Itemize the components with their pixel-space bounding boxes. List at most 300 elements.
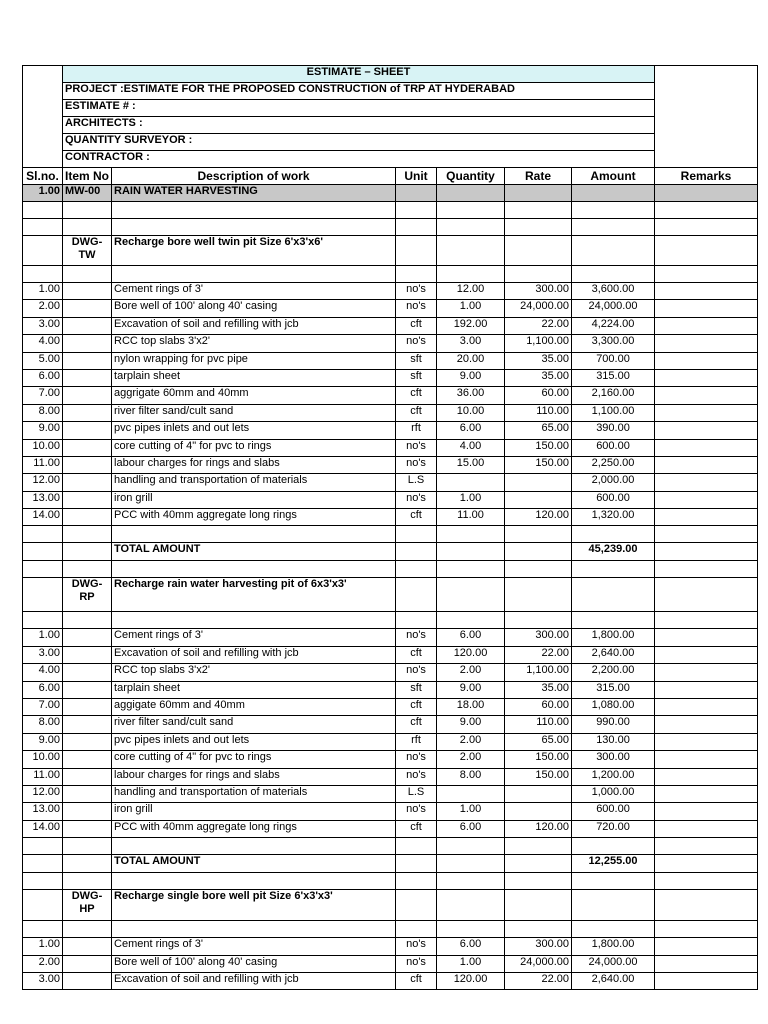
- item-rate: 150.00: [505, 439, 572, 456]
- item-rate: [505, 491, 572, 508]
- item-rate: 300.00: [505, 283, 572, 300]
- column-header-description: Description of work: [112, 168, 396, 185]
- item-rate: 24,000.00: [505, 955, 572, 972]
- item-unit: cft: [396, 716, 437, 733]
- item-remarks: [655, 699, 758, 716]
- item-number: [63, 404, 112, 421]
- item-remarks: [655, 681, 758, 698]
- item-number: [63, 664, 112, 681]
- item-rate: 22.00: [505, 646, 572, 663]
- item-rate: 65.00: [505, 733, 572, 750]
- section-title: Recharge rain water harvesting pit of 6x3'x3': [112, 578, 396, 612]
- table-row: [23, 456, 758, 473]
- item-amount: 3,600.00: [572, 283, 655, 300]
- item-quantity: 15.00: [437, 456, 505, 473]
- item-description: Excavation of soil and refilling with jcb: [112, 317, 396, 334]
- item-slno: 8.00: [23, 716, 63, 733]
- item-quantity: [437, 474, 505, 491]
- blank-row: [23, 921, 758, 938]
- section-slno-blank: [23, 578, 63, 612]
- blank-row: [23, 219, 758, 236]
- item-description: Cement rings of 3': [112, 629, 396, 646]
- item-rate: 65.00: [505, 422, 572, 439]
- item-number: [63, 369, 112, 386]
- item-rate: 120.00: [505, 820, 572, 837]
- item-rate: 300.00: [505, 629, 572, 646]
- item-quantity: 9.00: [437, 681, 505, 698]
- item-amount: 720.00: [572, 820, 655, 837]
- item-slno: 1.00: [23, 938, 63, 955]
- table-row: [23, 785, 758, 802]
- item-quantity: 1.00: [437, 955, 505, 972]
- item-unit: rft: [396, 422, 437, 439]
- item-description: Excavation of soil and refilling with jcb: [112, 646, 396, 663]
- item-quantity: 10.00: [437, 404, 505, 421]
- item-description: Bore well of 100' along 40' casing: [112, 955, 396, 972]
- item-rate: [505, 803, 572, 820]
- item-slno: 11.00: [23, 456, 63, 473]
- blank-corner-cell-right: [655, 66, 758, 168]
- table-row: [23, 803, 758, 820]
- item-number: [63, 681, 112, 698]
- total-blank: [23, 855, 63, 873]
- table-row: [23, 474, 758, 491]
- item-description: nylon wrapping for pvc pipe: [112, 352, 396, 369]
- sheet-title: ESTIMATE – SHEET: [63, 66, 655, 83]
- item-amount: 3,300.00: [572, 335, 655, 352]
- table-row: [23, 751, 758, 768]
- item-unit: no's: [396, 751, 437, 768]
- item-number: [63, 387, 112, 404]
- item-rate: 60.00: [505, 387, 572, 404]
- item-amount: 2,640.00: [572, 972, 655, 989]
- item-unit: L.S: [396, 785, 437, 802]
- item-remarks: [655, 716, 758, 733]
- item-quantity: 2.00: [437, 664, 505, 681]
- item-amount: 700.00: [572, 352, 655, 369]
- item-description: Excavation of soil and refilling with jcb: [112, 972, 396, 989]
- total-row: [23, 543, 758, 561]
- column-header-slno: Sl.no.: [23, 168, 63, 185]
- item-number: [63, 422, 112, 439]
- item-remarks: [655, 456, 758, 473]
- item-unit: cft: [396, 509, 437, 526]
- column-header-itemno: Item No: [63, 168, 112, 185]
- item-amount: 600.00: [572, 491, 655, 508]
- item-remarks: [655, 820, 758, 837]
- item-remarks: [655, 283, 758, 300]
- item-slno: 1.00: [23, 283, 63, 300]
- item-remarks: [655, 664, 758, 681]
- item-remarks: [655, 509, 758, 526]
- total-label: TOTAL AMOUNT: [112, 543, 396, 561]
- item-number: [63, 283, 112, 300]
- item-remarks: [655, 474, 758, 491]
- item-rate: 150.00: [505, 456, 572, 473]
- item-slno: 11.00: [23, 768, 63, 785]
- item-quantity: 1.00: [437, 300, 505, 317]
- item-unit: no's: [396, 803, 437, 820]
- item-unit: no's: [396, 664, 437, 681]
- item-slno: 6.00: [23, 681, 63, 698]
- total-blank: [63, 855, 112, 873]
- estimate-sheet-table: [22, 65, 758, 990]
- contractor-line: CONTRACTOR :: [63, 151, 655, 168]
- section-drawing-ref: DWG-RP: [63, 578, 112, 612]
- item-number: [63, 733, 112, 750]
- item-remarks: [655, 387, 758, 404]
- item-number: [63, 352, 112, 369]
- total-row: [23, 855, 758, 873]
- item-rate: [505, 785, 572, 802]
- item-slno: 13.00: [23, 803, 63, 820]
- total-blank: [437, 855, 505, 873]
- table-row: [23, 938, 758, 955]
- item-description: Bore well of 100' along 40' casing: [112, 300, 396, 317]
- group-item-no: MW-00: [63, 185, 112, 202]
- item-amount: 1,800.00: [572, 629, 655, 646]
- section-blank-cell: [437, 578, 505, 612]
- item-quantity: 12.00: [437, 283, 505, 300]
- column-header-rate: Rate: [505, 168, 572, 185]
- item-number: [63, 335, 112, 352]
- section-blank-cell: [655, 236, 758, 266]
- item-unit: no's: [396, 439, 437, 456]
- item-amount: 1,200.00: [572, 768, 655, 785]
- section-drawing-ref: DWG-HP: [63, 890, 112, 921]
- item-amount: 1,080.00: [572, 699, 655, 716]
- item-amount: 24,000.00: [572, 955, 655, 972]
- section-header-row: [23, 236, 758, 266]
- item-number: [63, 491, 112, 508]
- item-quantity: 36.00: [437, 387, 505, 404]
- item-unit: cft: [396, 404, 437, 421]
- item-rate: 150.00: [505, 751, 572, 768]
- item-description: RCC top slabs 3'x2': [112, 664, 396, 681]
- table-row: [23, 422, 758, 439]
- table-row: [23, 491, 758, 508]
- item-quantity: 6.00: [437, 422, 505, 439]
- item-description: PCC with 40mm aggregate long rings: [112, 509, 396, 526]
- section-title: Recharge bore well twin pit Size 6'x3'x6': [112, 236, 396, 266]
- item-slno: 7.00: [23, 699, 63, 716]
- column-header-unit: Unit: [396, 168, 437, 185]
- architects-line: ARCHITECTS :: [63, 117, 655, 134]
- item-description: aggigate 60mm and 40mm: [112, 699, 396, 716]
- total-amount: 45,239.00: [572, 543, 655, 561]
- item-remarks: [655, 369, 758, 386]
- project-line: PROJECT :ESTIMATE FOR THE PROPOSED CONSTRUCTION of TRP AT HYDERABAD: [63, 83, 655, 100]
- item-amount: 2,160.00: [572, 387, 655, 404]
- item-quantity: 8.00: [437, 768, 505, 785]
- item-slno: 13.00: [23, 491, 63, 508]
- section-blank-cell: [505, 236, 572, 266]
- item-amount: 130.00: [572, 733, 655, 750]
- item-unit: sft: [396, 681, 437, 698]
- item-rate: 110.00: [505, 404, 572, 421]
- item-description: river filter sand/cult sand: [112, 716, 396, 733]
- item-slno: 10.00: [23, 751, 63, 768]
- section-header-row: [23, 890, 758, 921]
- item-amount: 24,000.00: [572, 300, 655, 317]
- item-rate: 120.00: [505, 509, 572, 526]
- section-blank-cell: [572, 890, 655, 921]
- item-description: river filter sand/cult sand: [112, 404, 396, 421]
- total-label: TOTAL AMOUNT: [112, 855, 396, 873]
- item-slno: 5.00: [23, 352, 63, 369]
- table-row: [23, 972, 758, 989]
- section-blank-cell: [437, 236, 505, 266]
- item-remarks: [655, 646, 758, 663]
- item-slno: 10.00: [23, 439, 63, 456]
- total-blank: [655, 855, 758, 873]
- blank-row: [23, 612, 758, 629]
- item-rate: 22.00: [505, 972, 572, 989]
- section-blank-cell: [505, 890, 572, 921]
- item-quantity: 6.00: [437, 629, 505, 646]
- item-number: [63, 785, 112, 802]
- table-row: [23, 768, 758, 785]
- item-slno: 8.00: [23, 404, 63, 421]
- item-slno: 12.00: [23, 474, 63, 491]
- item-amount: 4,224.00: [572, 317, 655, 334]
- item-quantity: 20.00: [437, 352, 505, 369]
- item-amount: 600.00: [572, 439, 655, 456]
- section-blank-cell: [396, 890, 437, 921]
- item-amount: 315.00: [572, 681, 655, 698]
- item-remarks: [655, 955, 758, 972]
- item-unit: no's: [396, 335, 437, 352]
- item-description: PCC with 40mm aggregate long rings: [112, 820, 396, 837]
- item-rate: 60.00: [505, 699, 572, 716]
- total-blank: [23, 543, 63, 561]
- table-row: [23, 317, 758, 334]
- item-number: [63, 751, 112, 768]
- item-amount: 990.00: [572, 716, 655, 733]
- item-description: pvc pipes inlets and out lets: [112, 733, 396, 750]
- item-unit: cft: [396, 646, 437, 663]
- item-slno: 14.00: [23, 820, 63, 837]
- table-row: [23, 629, 758, 646]
- item-rate: 24,000.00: [505, 300, 572, 317]
- total-blank: [437, 543, 505, 561]
- item-remarks: [655, 972, 758, 989]
- item-number: [63, 972, 112, 989]
- item-slno: 9.00: [23, 422, 63, 439]
- item-slno: 14.00: [23, 509, 63, 526]
- table-row: [23, 387, 758, 404]
- item-remarks: [655, 439, 758, 456]
- item-quantity: 192.00: [437, 317, 505, 334]
- item-unit: cft: [396, 387, 437, 404]
- item-quantity: 4.00: [437, 439, 505, 456]
- table-row: [23, 369, 758, 386]
- item-number: [63, 474, 112, 491]
- item-quantity: 2.00: [437, 733, 505, 750]
- item-number: [63, 716, 112, 733]
- item-quantity: [437, 785, 505, 802]
- item-description: RCC top slabs 3'x2': [112, 335, 396, 352]
- item-number: [63, 456, 112, 473]
- blank-corner-cell: [23, 66, 63, 168]
- table-row: [23, 352, 758, 369]
- item-rate: 150.00: [505, 768, 572, 785]
- item-rate: 22.00: [505, 317, 572, 334]
- section-blank-cell: [505, 578, 572, 612]
- item-description: aggrigate 60mm and 40mm: [112, 387, 396, 404]
- item-unit: no's: [396, 938, 437, 955]
- item-rate: 35.00: [505, 352, 572, 369]
- item-quantity: 1.00: [437, 491, 505, 508]
- item-rate: 35.00: [505, 681, 572, 698]
- item-slno: 3.00: [23, 317, 63, 334]
- item-rate: 300.00: [505, 938, 572, 955]
- item-slno: 3.00: [23, 972, 63, 989]
- item-remarks: [655, 629, 758, 646]
- item-remarks: [655, 300, 758, 317]
- item-unit: sft: [396, 369, 437, 386]
- item-amount: 600.00: [572, 803, 655, 820]
- item-slno: 7.00: [23, 387, 63, 404]
- item-quantity: 6.00: [437, 938, 505, 955]
- item-remarks: [655, 803, 758, 820]
- blank-row: [23, 526, 758, 543]
- item-quantity: 18.00: [437, 699, 505, 716]
- item-amount: 300.00: [572, 751, 655, 768]
- item-unit: cft: [396, 317, 437, 334]
- item-amount: 390.00: [572, 422, 655, 439]
- item-unit: no's: [396, 283, 437, 300]
- section-blank-cell: [396, 578, 437, 612]
- table-row: [23, 681, 758, 698]
- table-row: [23, 335, 758, 352]
- item-amount: 2,000.00: [572, 474, 655, 491]
- item-unit: cft: [396, 972, 437, 989]
- item-quantity: 1.00: [437, 803, 505, 820]
- group-title: RAIN WATER HARVESTING: [112, 185, 396, 202]
- item-slno: 9.00: [23, 733, 63, 750]
- item-number: [63, 955, 112, 972]
- table-row: [23, 955, 758, 972]
- item-number: [63, 439, 112, 456]
- item-description: tarplain sheet: [112, 369, 396, 386]
- item-slno: 3.00: [23, 646, 63, 663]
- item-description: labour charges for rings and slabs: [112, 456, 396, 473]
- item-slno: 12.00: [23, 785, 63, 802]
- item-rate: 1,100.00: [505, 664, 572, 681]
- item-amount: 1,000.00: [572, 785, 655, 802]
- item-amount: 1,800.00: [572, 938, 655, 955]
- section-blank-cell: [396, 236, 437, 266]
- blank-row: [23, 202, 758, 219]
- total-blank: [396, 855, 437, 873]
- quantity-surveyor-line: QUANTITY SURVEYOR :: [63, 134, 655, 151]
- total-blank: [396, 543, 437, 561]
- item-unit: cft: [396, 699, 437, 716]
- item-unit: no's: [396, 768, 437, 785]
- item-description: Cement rings of 3': [112, 283, 396, 300]
- section-slno-blank: [23, 890, 63, 921]
- item-unit: sft: [396, 352, 437, 369]
- item-unit: L.S: [396, 474, 437, 491]
- item-description: core cutting of 4" for pvc to rings: [112, 751, 396, 768]
- item-description: pvc pipes inlets and out lets: [112, 422, 396, 439]
- item-description: handling and transportation of materials: [112, 474, 396, 491]
- item-quantity: 120.00: [437, 646, 505, 663]
- item-quantity: 6.00: [437, 820, 505, 837]
- item-number: [63, 820, 112, 837]
- item-quantity: 3.00: [437, 335, 505, 352]
- item-remarks: [655, 938, 758, 955]
- item-number: [63, 509, 112, 526]
- total-amount: 12,255.00: [572, 855, 655, 873]
- item-number: [63, 317, 112, 334]
- item-slno: 6.00: [23, 369, 63, 386]
- table-row: [23, 439, 758, 456]
- item-remarks: [655, 352, 758, 369]
- item-remarks: [655, 751, 758, 768]
- section-blank-cell: [572, 578, 655, 612]
- item-unit: no's: [396, 491, 437, 508]
- item-unit: no's: [396, 955, 437, 972]
- item-unit: rft: [396, 733, 437, 750]
- item-slno: 1.00: [23, 629, 63, 646]
- section-blank-cell: [572, 236, 655, 266]
- table-row: [23, 404, 758, 421]
- item-amount: 315.00: [572, 369, 655, 386]
- item-amount: 1,100.00: [572, 404, 655, 421]
- table-row: [23, 716, 758, 733]
- section-blank-cell: [655, 578, 758, 612]
- item-description: iron grill: [112, 491, 396, 508]
- item-quantity: 2.00: [437, 751, 505, 768]
- item-slno: 4.00: [23, 335, 63, 352]
- table-row: [23, 664, 758, 681]
- item-amount: 2,640.00: [572, 646, 655, 663]
- item-description: tarplain sheet: [112, 681, 396, 698]
- item-description: labour charges for rings and slabs: [112, 768, 396, 785]
- section-slno-blank: [23, 236, 63, 266]
- item-number: [63, 300, 112, 317]
- item-description: core cutting of 4" for pvc to rings: [112, 439, 396, 456]
- column-header-remarks: Remarks: [655, 168, 758, 185]
- total-blank: [63, 543, 112, 561]
- item-slno: 4.00: [23, 664, 63, 681]
- item-remarks: [655, 404, 758, 421]
- item-quantity: 9.00: [437, 716, 505, 733]
- item-quantity: 11.00: [437, 509, 505, 526]
- item-remarks: [655, 335, 758, 352]
- item-rate: [505, 474, 572, 491]
- table-row: [23, 646, 758, 663]
- group-slno: 1.00: [23, 185, 63, 202]
- item-unit: cft: [396, 820, 437, 837]
- item-remarks: [655, 733, 758, 750]
- total-blank: [505, 543, 572, 561]
- item-unit: no's: [396, 456, 437, 473]
- item-unit: no's: [396, 300, 437, 317]
- table-row: [23, 300, 758, 317]
- column-header-amount: Amount: [572, 168, 655, 185]
- item-description: handling and transportation of materials: [112, 785, 396, 802]
- item-number: [63, 768, 112, 785]
- section-drawing-ref: DWG-TW: [63, 236, 112, 266]
- blank-row: [23, 873, 758, 890]
- section-title: Recharge single bore well pit Size 6'x3'x3': [112, 890, 396, 921]
- blank-row: [23, 266, 758, 283]
- total-blank: [655, 543, 758, 561]
- item-description: iron grill: [112, 803, 396, 820]
